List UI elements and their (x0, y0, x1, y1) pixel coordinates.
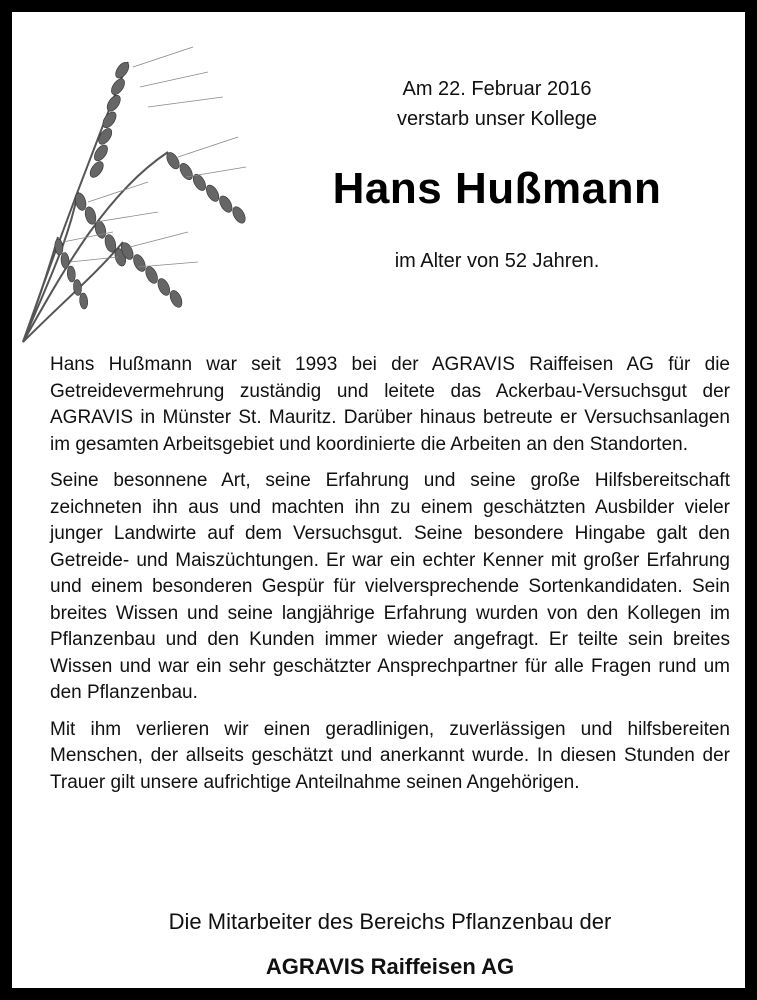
company-name: AGRAVIS Raiffeisen AG (265, 954, 515, 979)
passed-away-line: verstarb unser Kollege (396, 108, 598, 130)
paragraph-career: Hans Hußmann war seit 1993 bei der AGRAVIS Raiffeisen AG für die Getreidevermehrung zuständig und leitete das Ackerbau-Versuchsgut der AGRAVIS in Münster St. Mauritz. Darüber hinaus betreute er Versuchsanlagen im gesamten Arbeitsgebiet und koordinierte die Arbeiten an den Standorten. (50, 354, 730, 455)
death-date-line: Am 22. Februar 2016 (402, 78, 592, 100)
obituary-header (262, 74, 732, 276)
signature-line: Die Mitarbeiter des Bereichs Pflanzenbau der (168, 909, 612, 934)
deceased-name: Hans Hußmann (332, 164, 662, 213)
wheat-ears-icon (18, 42, 248, 352)
paragraph-character: Seine besonnene Art, seine Erfahrung und seine große Hilfsbereitschaft zeichneten ihn aus und machten ihn zu einem geschätzten Ausbilder vieler junger Landwirte auf dem Versuchsgut. Seine besondere Hingabe galt den Getreide- und Maiszüchtungen. Er war ein echter Kenner mit großer Erfahrung und einem besonderen Gespür für vielversprechende Sortenkandidaten. Sein breites Wissen und seine langjährige Erfahrung wurden von den Kollegen im Pflanzenbau und den Kunden immer wieder angefragt. Er teilte sein breites Wissen und war ein sehr geschätzter Ansprechpartner für alle Fragen rund um den Pflanzenbau. (50, 470, 730, 703)
obituary-body (50, 352, 730, 796)
age-line: im Alter von 52 Jahren. (394, 250, 600, 272)
paragraph-condolence: Mit ihm verlieren wir einen geradlinigen, zuverlässigen und hilfsbereiten Menschen, der allseits geschätzt und anerkannt wurde. In diesen Stunden der Trauer gilt unsere aufrichtige Anteilnahme seinen Angehörigen. (50, 718, 730, 793)
